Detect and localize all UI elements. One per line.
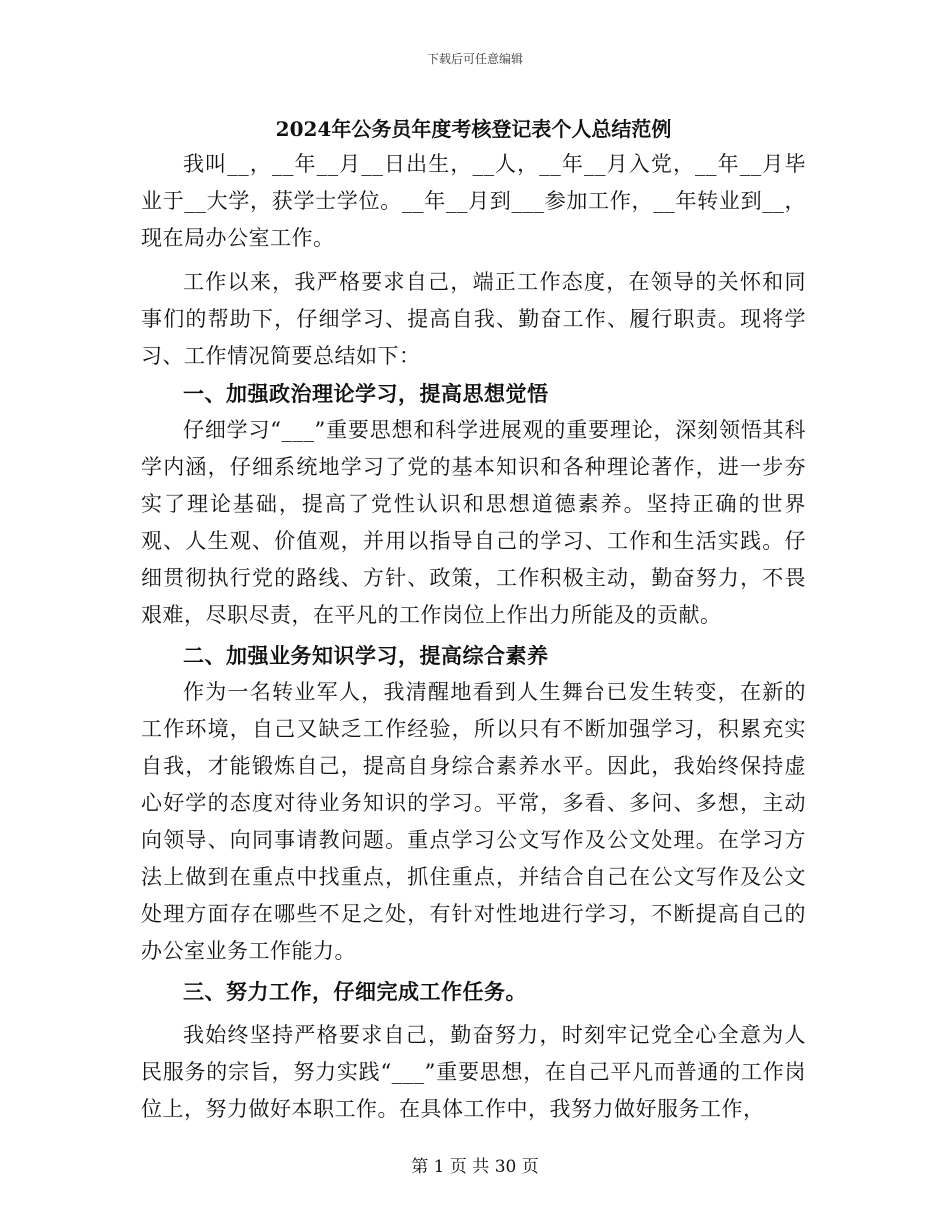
paragraph-section-3: 我始终坚持严格要求自己，勤奋努力，时刻牢记党全心全意为人民服务的宗旨，努力实践“___”重要思想，在自己平凡而普通的工作岗位上，努力做好本职工作。在具体工作中，我努力做好服务工作， [141, 1023, 806, 1121]
section-heading-1: 一、加强政治理论学习，提高思想觉悟 [183, 381, 549, 406]
section-heading-3: 三、努力工作，仔细完成工作任务。 [183, 979, 527, 1004]
paragraph-section-1: 仔细学习“___”重要思想和科学进展观的重要理论，深刻领悟其科学内涵，仔细系统地学习了党的基本知识和各种理论著作，进一步夯实了理论基础，提高了党性认识和思想道德素养。坚持正确的世界观、人生观、价值观，并用以指导自己的学习、工作和生活实践。仔细贯彻执行党的路线、方针、政策，工作积极主动，勤奋努力，不畏艰难，尽职尽责，在平凡的工作岗位上作出力所能及的贡献。 [141, 418, 806, 627]
document-title: 2024年公务员年度考核登记表个人总结范例 [275, 117, 672, 141]
document-body [141, 112, 806, 1128]
page-number: 第 1 页 共 30 页 [411, 1157, 539, 1177]
page-header-note: 下载后可任意编辑 [426, 52, 523, 66]
section-heading-2: 二、加强业务知识学习，提高综合素养 [183, 643, 549, 668]
paragraph-intro: 工作以来，我严格要求自己，端正工作态度，在领导的关怀和同事们的帮助下，仔细学习、提高自我、勤奋工作、履行职责。现将学习、工作情况简要总结如下： [141, 270, 806, 368]
paragraph-personal-info: 我叫__，__年__月__日出生，__人，__年__月入党，__年__月毕业于__大学，获学士学位。__年__月到___参加工作，__年转业到__，现在局办公室工作。 [141, 152, 806, 250]
paragraph-section-2: 作为一名转业军人，我清醒地看到人生舞台已发生转变，在新的工作环境，自己又缺乏工作经验，所以只有不断加强学习，积累充实自我，才能锻炼自己，提高自身综合素养水平。因此，我始终保持虚心好学的态度对待业务知识的学习。平常，多看、多问、多想，主动向领导、向同事请教问题。重点学习公文写作及公文处理。在学习方法上做到在重点中找重点，抓住重点，并结合自己在公文写作及公文处理方面存在哪些不足之处，有针对性地进行学习，不断提高自己的办公室业务工作能力。 [141, 680, 806, 963]
